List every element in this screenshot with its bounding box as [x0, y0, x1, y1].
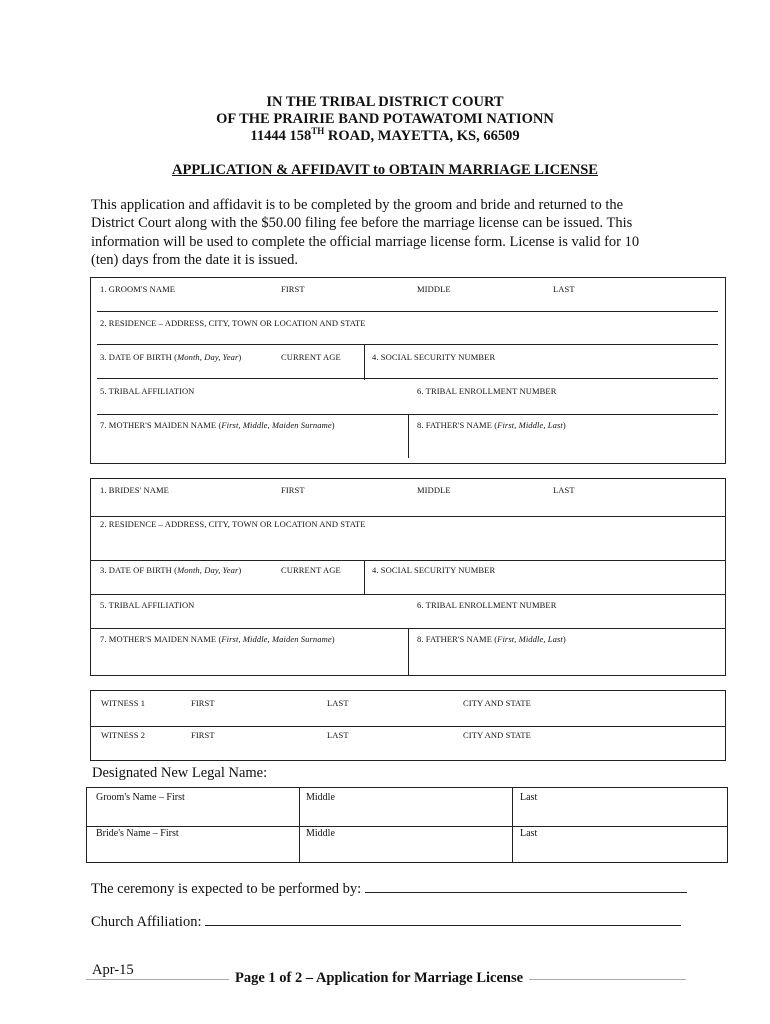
bride-father-divider: [408, 628, 409, 675]
witness-2-label: WITNESS 2: [101, 730, 146, 740]
bride-age-label: CURRENT AGE: [281, 565, 341, 575]
bride-father-label: 8. FATHER'S NAME (First, Middle, Last): [417, 634, 566, 644]
court-header-line3: 11444 158TH ROAD, MAYETTA, KS, 66509: [250, 126, 520, 144]
church-field[interactable]: [205, 914, 681, 926]
groom-first-label: FIRST: [281, 284, 305, 294]
witness-1-first-label: FIRST: [191, 698, 215, 708]
court-header: [0, 94, 770, 145]
bride-new-first-cell[interactable]: Bride's Name – First: [96, 828, 179, 839]
bride-first-label: FIRST: [281, 485, 305, 495]
bride-name-label: 1. BRIDES' NAME: [100, 485, 169, 495]
witness-1-field[interactable]: [91, 726, 725, 727]
bride-section: [90, 478, 726, 676]
witness-1-last-label: LAST: [327, 698, 349, 708]
groom-residence-label: 2. RESIDENCE – ADDRESS, CITY, TOWN OR LOCATION AND STATE: [100, 318, 366, 328]
groom-father-label: 8. FATHER'S NAME (First, Middle, Last): [417, 420, 566, 430]
witness-2-last-label: LAST: [327, 730, 349, 740]
intro-paragraph: This application and affidavit is to be completed by the groom and bride and returned to the District Court along with the $50.00 filing fee before the marriage license can be issued. This information will be used to complete the official marriage license form. License is valid for 10 (ten) days from the date it is issued.: [91, 197, 640, 268]
application-title: APPLICATION & AFFIDAVIT to OBTAIN MARRIAGE LICENSE: [172, 162, 598, 178]
witness-1-label: WITNESS 1: [101, 698, 146, 708]
witness-2-city-label: CITY AND STATE: [463, 730, 531, 740]
bride-mother-label: 7. MOTHER'S MAIDEN NAME (First, Middle, Maiden Surname): [100, 634, 335, 644]
bride-tribal-label: 5. TRIBAL AFFILIATION: [100, 600, 195, 610]
groom-dob-field[interactable]: [97, 378, 718, 379]
bride-residence-label: 2. RESIDENCE – ADDRESS, CITY, TOWN OR LOCATION AND STATE: [100, 519, 366, 529]
designated-row-divider: [87, 826, 727, 827]
church-row: [91, 914, 681, 931]
bride-enrollment-label: 6. TRIBAL ENROLLMENT NUMBER: [417, 600, 557, 610]
bride-dob-field[interactable]: [91, 594, 725, 595]
groom-enrollment-label: 6. TRIBAL ENROLLMENT NUMBER: [417, 386, 557, 396]
groom-middle-label: MIDDLE: [417, 284, 451, 294]
bride-new-middle-cell[interactable]: Middle: [306, 828, 335, 839]
designated-name-heading: Designated New Legal Name:: [92, 765, 268, 781]
designated-col-divider-1: [299, 788, 300, 862]
bride-last-label: LAST: [553, 485, 575, 495]
groom-residence-field[interactable]: [97, 344, 718, 345]
bride-middle-label: MIDDLE: [417, 485, 451, 495]
footer-page-title: Page 1 of 2 – Application for Marriage License: [229, 970, 529, 987]
bride-ssn-divider: [364, 560, 365, 594]
court-header-line1: IN THE TRIBAL DISTRICT COURT: [266, 94, 504, 110]
court-header-line2: OF THE PRAIRIE BAND POTAWATOMI NATIONN: [216, 111, 554, 127]
church-label: Church Affiliation:: [91, 914, 202, 930]
groom-new-last-cell[interactable]: Last: [520, 792, 538, 803]
bride-new-last-cell[interactable]: Last: [520, 828, 538, 839]
groom-name-label: 1. GROOM'S NAME: [100, 284, 176, 294]
groom-name-field[interactable]: [97, 311, 718, 312]
groom-tribal-label: 5. TRIBAL AFFILIATION: [100, 386, 195, 396]
witness-1-city-label: CITY AND STATE: [463, 698, 531, 708]
groom-section: [90, 277, 726, 464]
groom-last-label: LAST: [553, 284, 575, 294]
bride-dob-label: 3. DATE OF BIRTH (Month, Day, Year): [100, 565, 242, 575]
designated-col-divider-2: [512, 788, 513, 862]
groom-ssn-label: 4. SOCIAL SECURITY NUMBER: [372, 352, 496, 362]
witness-2-first-label: FIRST: [191, 730, 215, 740]
groom-new-middle-cell[interactable]: Middle: [306, 792, 335, 803]
groom-father-divider: [408, 414, 409, 458]
ceremony-row: [91, 881, 687, 898]
footer-date: Apr-15: [92, 962, 134, 978]
bride-ssn-label: 4. SOCIAL SECURITY NUMBER: [372, 565, 496, 575]
groom-new-first-cell[interactable]: Groom's Name – First: [96, 792, 185, 803]
groom-mother-label: 7. MOTHER'S MAIDEN NAME (First, Middle, Maiden Surname): [100, 420, 335, 430]
bride-residence-field[interactable]: [91, 560, 725, 561]
designated-name-table: [86, 787, 728, 863]
bride-name-field[interactable]: [91, 516, 725, 517]
groom-ssn-divider: [364, 345, 365, 380]
witness-section: [90, 690, 726, 761]
groom-dob-label: 3. DATE OF BIRTH (Month, Day, Year): [100, 352, 242, 362]
groom-age-label: CURRENT AGE: [281, 352, 341, 362]
ceremony-field[interactable]: [365, 881, 687, 893]
ceremony-label: The ceremony is expected to be performed by:: [91, 881, 362, 897]
